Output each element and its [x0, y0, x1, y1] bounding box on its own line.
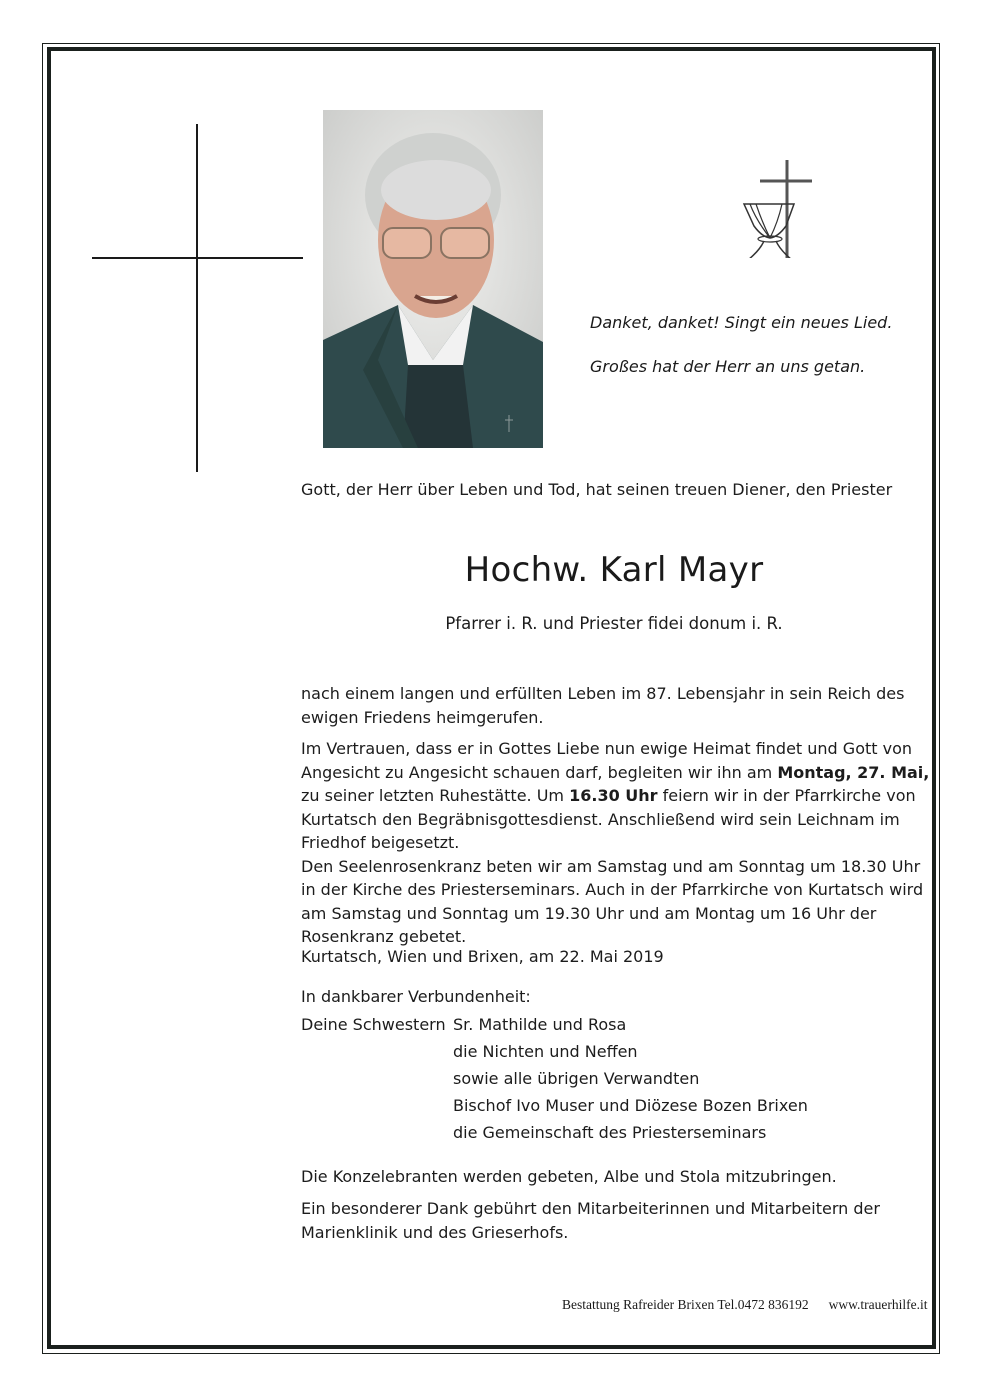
website-link[interactable]: www.trauerhilfe.it — [828, 1297, 928, 1312]
mourners-list — [301, 1011, 808, 1146]
paragraph-life — [301, 682, 904, 729]
text-line — [301, 761, 929, 785]
text-line: Kurtatsch den Begräbnisgottesdienst. Anschließend wird sein Leichnam im — [301, 809, 900, 829]
intro-text: Gott, der Herr über Leben und Tod, hat seinen treuen Diener, den Priester — [301, 480, 893, 499]
mourner: sowie alle übrigen Verwandten — [453, 1069, 700, 1088]
mourner: die Nichten und Neffen — [453, 1042, 638, 1061]
paragraph-funeral — [301, 737, 929, 949]
list-item — [301, 1092, 808, 1119]
cross-horizontal-bar — [92, 257, 303, 259]
text-span: Angesicht zu Angesicht schauen darf, begleiten wir ihn am — [301, 762, 778, 782]
mourner: Bischof Ivo Muser und Diözese Bozen Brixen — [453, 1096, 808, 1115]
deceased-name: Hochw. Karl Mayr — [464, 550, 764, 590]
text-line: Den Seelenrosenkranz beten wir am Samstag und am Sonntag um 18.30 Uhr — [301, 856, 921, 876]
mourner: Sr. Mathilde und Rosa — [453, 1015, 627, 1034]
text-line: Friedhof beigesetzt. — [301, 833, 460, 852]
cross-vertical-bar — [196, 124, 198, 472]
place-date: Kurtatsch, Wien und Brixen, am 22. Mai 2019 — [301, 947, 664, 966]
text-line: Im Vertrauen, dass er in Gottes Liebe nun ewige Heimat findet und Gott von — [301, 739, 913, 758]
text-line: Marienklinik und des Grieserhofs. — [301, 1222, 569, 1242]
text-span: zu seiner letzten Ruhestätte. Um — [301, 786, 570, 805]
funeral-date: Montag, 27. Mai, — [777, 762, 930, 782]
funeral-time: 16.30 Uhr — [569, 786, 658, 805]
deceased-title: Pfarrer i. R. und Priester fidei donum i. R. — [445, 614, 783, 633]
text-line: ewigen Friedens heimgerufen. — [301, 707, 544, 727]
portrait-photo — [323, 110, 543, 448]
list-item — [301, 1011, 808, 1038]
thanks-text — [301, 1197, 880, 1244]
verse-line-2: Großes hat der Herr an uns getan. — [590, 357, 866, 376]
request-text: Die Konzelebranten werden gebeten, Albe und Stola mitzubringen. — [301, 1167, 837, 1186]
verse-line-1: Danket, danket! Singt ein neues Lied. — [590, 313, 893, 332]
funeral-home-info: Bestattung Rafreider Brixen Tel.0472 836192 — [562, 1297, 809, 1312]
text-line — [301, 784, 929, 808]
footer — [562, 1297, 927, 1313]
mourner: die Gemeinschaft des Priesterseminars — [453, 1123, 767, 1142]
text-line: nach einem langen und erfüllten Leben im 87. Lebensjahr in sein Reich des — [301, 684, 905, 703]
text-line: am Samstag und Sonntag um 19.30 Uhr und am Montag um 16 Uhr der — [301, 903, 877, 923]
gratitude-heading: In dankbarer Verbundenheit: — [301, 987, 531, 1006]
list-item — [301, 1065, 808, 1092]
text-span: feiern wir in der Pfarrkirche von — [657, 786, 916, 805]
chalice-cross-icon — [720, 138, 830, 258]
text-line: Rosenkranz gebetet. — [301, 927, 467, 946]
mourners-label: Deine Schwestern — [301, 1015, 446, 1034]
list-item — [301, 1119, 808, 1146]
list-item — [301, 1038, 808, 1065]
text-line: in der Kirche des Priesterseminars. Auch in der Pfarrkirche von Kurtatsch wird — [301, 880, 924, 899]
text-line: Ein besonderer Dank gebührt den Mitarbeiterinnen und Mitarbeitern der — [301, 1199, 880, 1218]
